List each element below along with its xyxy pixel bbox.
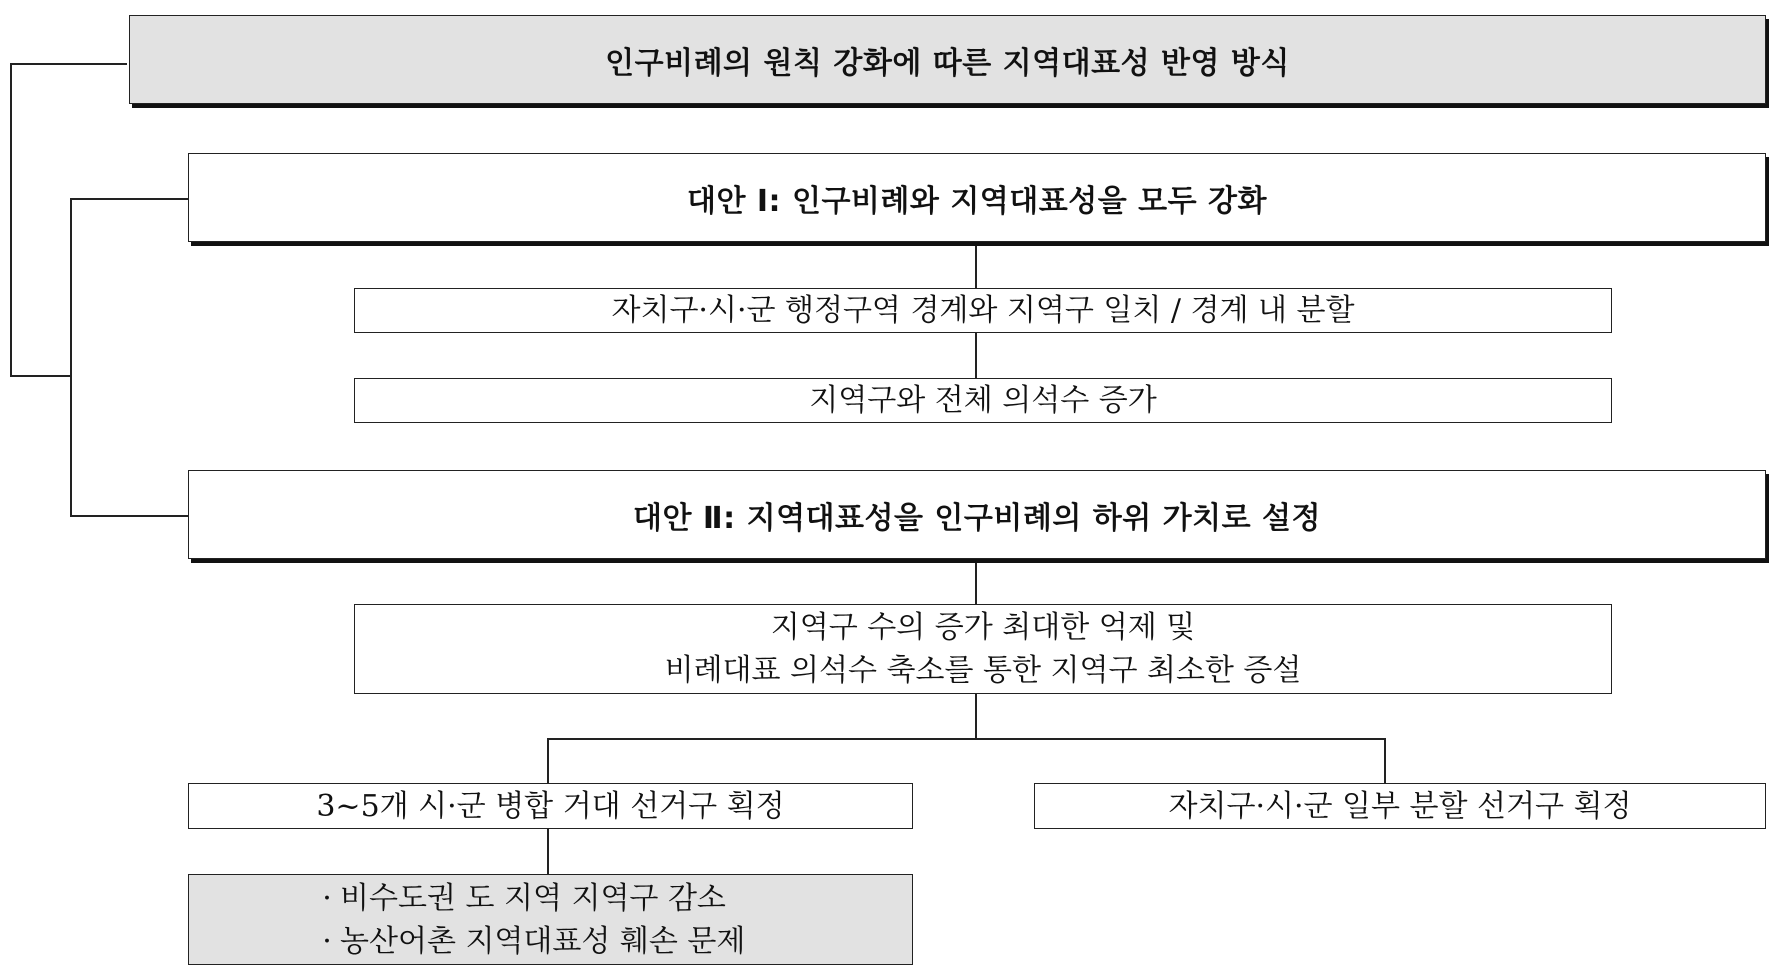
connector-title-out <box>10 63 127 65</box>
diagram-title: 인구비례의 원칙 강화에 따른 지역대표성 반영 방식 <box>605 45 1290 81</box>
alt2-box <box>188 470 1766 559</box>
connector-alt2-main <box>975 561 977 604</box>
alt2-right-branch-box <box>1034 783 1766 829</box>
connector-split-right <box>1384 738 1386 783</box>
diagram-title-box <box>129 15 1766 104</box>
connector-step1-step2 <box>975 333 977 378</box>
alt1-step-2-box <box>354 378 1612 423</box>
connector-split-left <box>547 738 549 783</box>
connector-alt1-step1 <box>975 243 977 288</box>
alt2-main-text <box>665 606 1302 692</box>
connector-main-split <box>975 694 977 739</box>
alt2-title: 대안 Ⅱ: 지역대표성을 인구비례의 하위 가치로 설정 <box>632 500 1322 536</box>
connector-left-spine <box>10 63 12 376</box>
connector-to-alt2 <box>70 515 188 517</box>
alt1-step-1-box <box>354 288 1612 333</box>
alt1-step-1: 자치구·시·군 행정구역 경계와 지역구 일치 / 경계 내 분할 <box>611 293 1355 328</box>
issue-text-1: 비수도권 도 지역 지역구 감소 <box>340 880 726 916</box>
connector-alt-spine <box>70 198 72 516</box>
alt1-step-2: 지역구와 전체 의석수 증가 <box>809 383 1157 418</box>
issue-item <box>314 877 726 920</box>
alt2-main-line-1: 지역구 수의 증가 최대한 억제 및 <box>770 610 1196 645</box>
alt2-main-line-2: 비례대표 의석수 축소를 통한 지역구 최소한 증설 <box>664 653 1302 688</box>
alt2-issues-box <box>188 874 913 965</box>
alt2-left-branch: 3~5개 시·군 병합 거대 선거구 획정 <box>316 788 785 824</box>
alt2-main-box <box>354 604 1612 694</box>
connector-split-bar <box>547 738 1385 740</box>
alt1-box <box>188 153 1766 242</box>
bullet-mark: · <box>322 923 332 959</box>
connector-to-alt1 <box>70 198 188 200</box>
issues-list <box>189 877 912 963</box>
alt1-title: 대안 Ⅰ: 인구비례와 지역대표성을 모두 강화 <box>686 183 1268 219</box>
connector-left-issues <box>547 829 549 874</box>
alt2-right-branch: 자치구·시·군 일부 분할 선거구 획정 <box>1168 788 1632 824</box>
connector-spine-join <box>10 375 70 377</box>
bullet-mark: · <box>322 880 332 916</box>
issue-item <box>314 920 745 963</box>
issue-text-2: 농산어촌 지역대표성 훼손 문제 <box>340 923 746 959</box>
alt2-left-branch-box <box>188 783 913 829</box>
